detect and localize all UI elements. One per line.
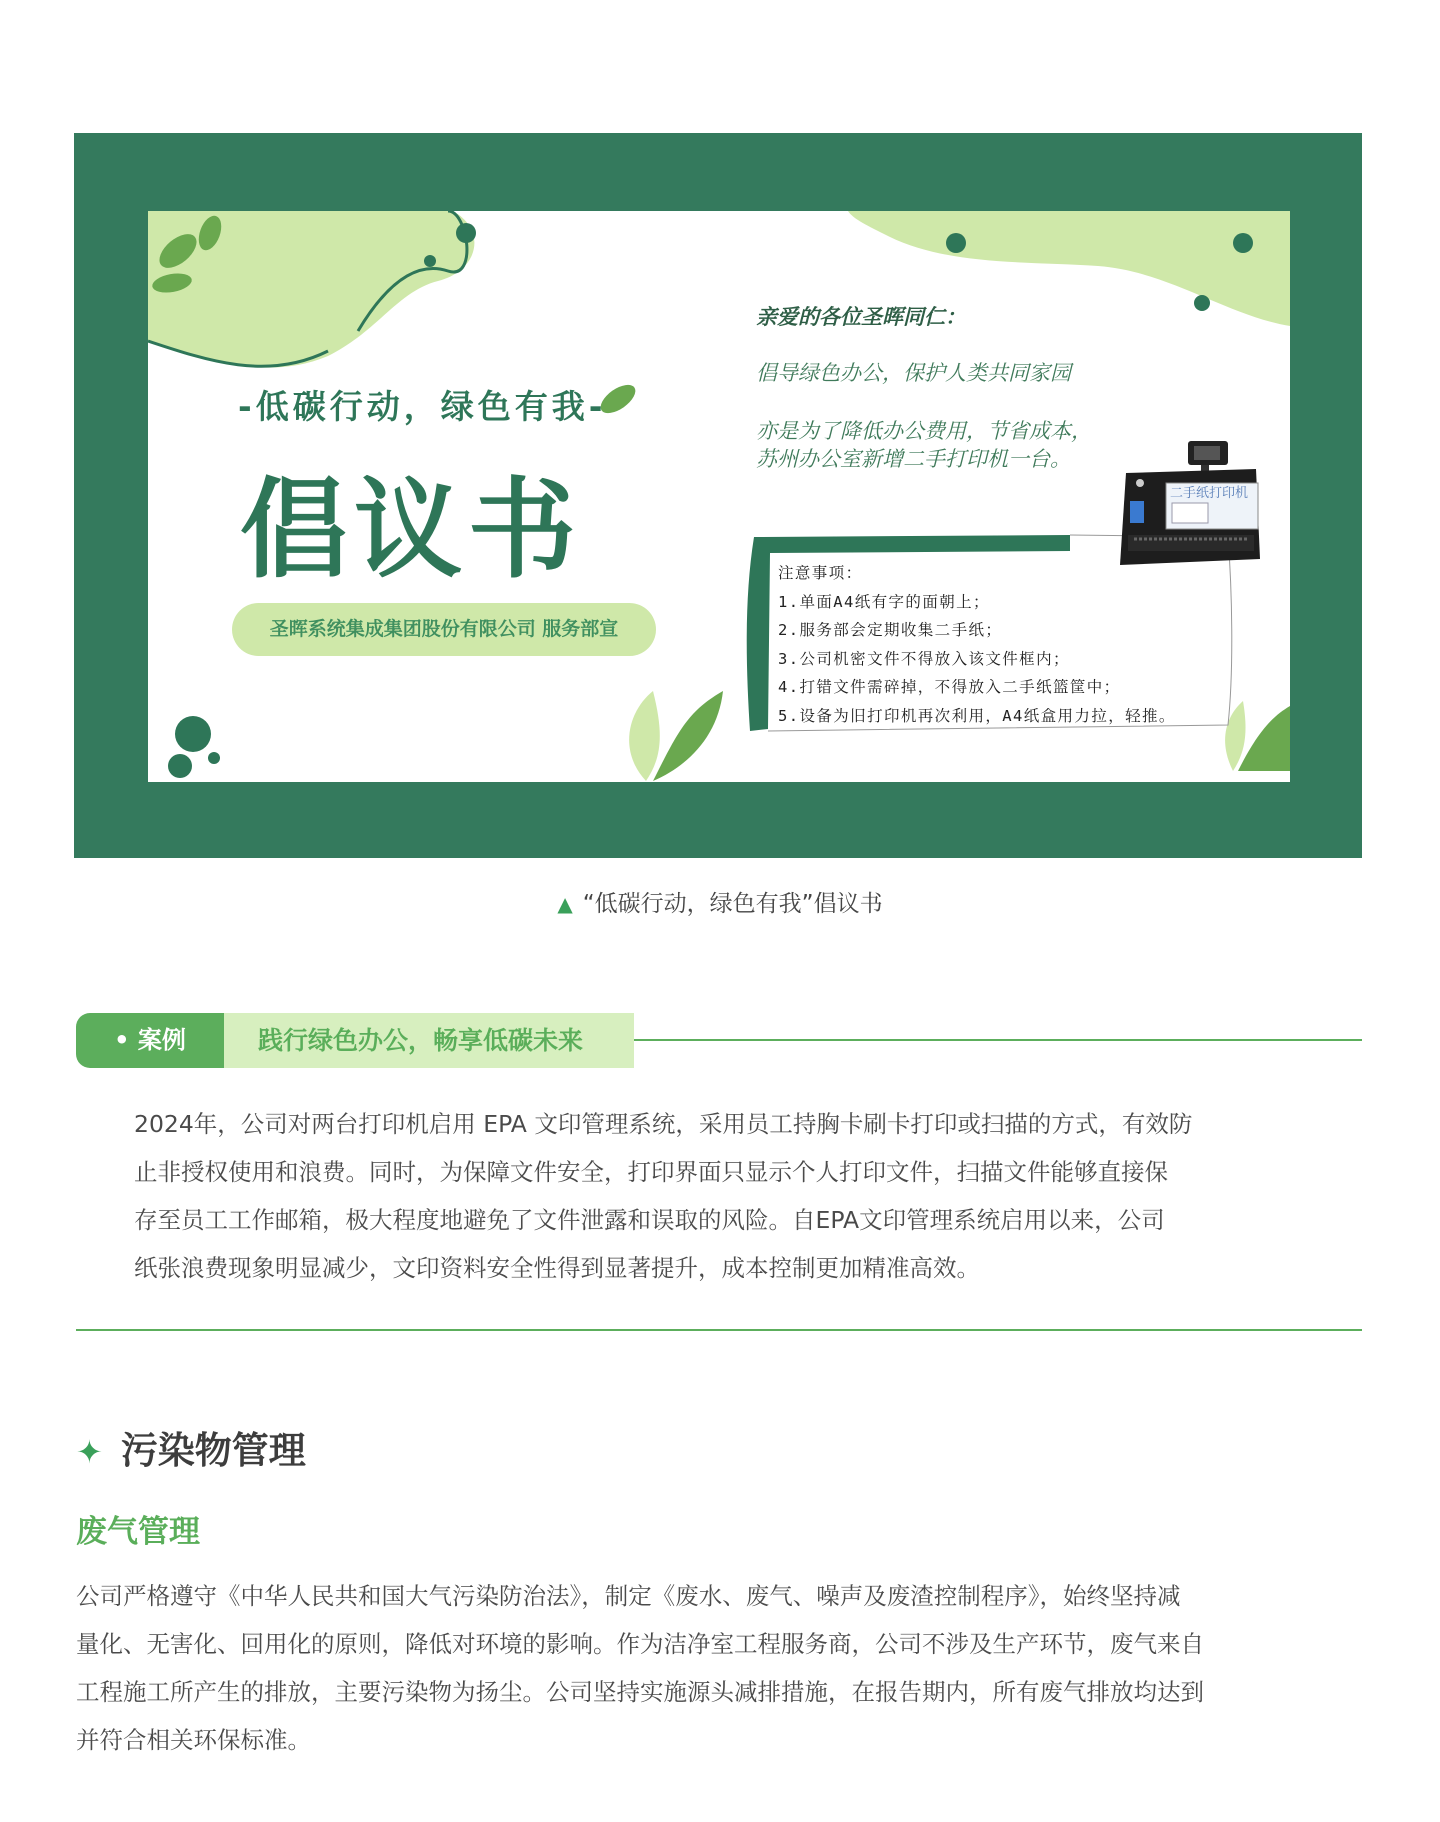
image-caption <box>0 885 1440 918</box>
section-title: 污染物管理 <box>120 1429 306 1472</box>
poster-line-3: 苏州办公室新增二手打印机一台。 <box>756 447 1071 471</box>
poster-line-1: 倡导绿色办公，保护人类共同家园 <box>756 361 1071 385</box>
poster-greeting: 亲爱的各位圣晖同仁： <box>756 305 966 329</box>
case-title: 践行绿色办公，畅享低碳未来 <box>224 1013 634 1068</box>
section-body <box>76 1572 1366 1764</box>
poster-line-2: 亦是为了降低办公费用，节省成本， <box>756 419 1092 443</box>
body-line: 并符合相关环保标准。 <box>76 1726 311 1754</box>
poster-title: 倡议书 <box>240 468 583 593</box>
poster-card <box>148 211 1290 782</box>
caption-text: “低碳行动，绿色有我”倡议书 <box>582 891 883 917</box>
printer-image <box>1106 439 1290 589</box>
notice-item: 2.服务部会定期收集二手纸； <box>778 621 1003 639</box>
case-line: 止非授权使用和浪费。同时，为保障文件安全，打印界面只显示个人打印文件，扫描文件能够直接保 <box>134 1158 1168 1186</box>
section-divider <box>76 1329 1362 1331</box>
four-point-star-icon: ✦ <box>76 1433 103 1471</box>
case-rule <box>634 1039 1362 1041</box>
notice-item: 1.单面A4纸有字的面朝上； <box>778 592 990 611</box>
case-body <box>134 1100 1330 1292</box>
triangle-up-icon: ▲ <box>557 892 573 916</box>
notice-title: 注意事项： <box>778 564 863 582</box>
case-line: 2024年，公司对两台打印机启用 EPA 文印管理系统，采用员工持胸卡刷卡打印或扫描的方式，有效防 <box>134 1110 1193 1138</box>
body-line: 公司严格遵守《中华人民共和国大气污染防治法》，制定《废水、废气、噪声及废渣控制程序》，始终坚持减 <box>76 1582 1181 1610</box>
case-tag: • 案例 <box>76 1013 224 1068</box>
notice-item: 3.公司机密文件不得放入该文件框内； <box>778 649 1070 668</box>
body-line: 量化、无害化、回用化的原则，降低对环境的影响。作为洁净室工程服务商，公司不涉及生产环节，废气来自 <box>76 1630 1204 1658</box>
printer-label: 二手纸打印机 <box>1170 486 1249 501</box>
case-banner <box>76 1013 1362 1068</box>
case-line: 纸张浪费现象明显减少，文印资料安全性得到显著提升，成本控制更加精准高效。 <box>134 1254 980 1282</box>
case-line: 存至员工工作邮箱，极大程度地避免了文件泄露和误取的风险。自EPA文印管理系统启用以来，公司 <box>134 1206 1165 1234</box>
section-heading <box>76 1420 306 1474</box>
poster-frame <box>74 133 1362 858</box>
subsection-heading: 废气管理 <box>76 1514 200 1550</box>
poster-slogan: -低碳行动，绿色有我- <box>238 387 607 426</box>
notice-item: 5.设备为旧打印机再次利用，A4纸盒用力拉，轻推。 <box>778 706 1176 725</box>
body-line: 工程施工所产生的排放，主要污染物为扬尘。公司坚持实施源头减排措施，在报告期内，所有废气排放均达到 <box>76 1678 1204 1706</box>
poster-company-pill: 圣晖系统集成集团股份有限公司 服务部宣 <box>232 603 656 656</box>
notice-item: 4.打错文件需碎掉，不得放入二手纸篮筐中； <box>778 678 1121 696</box>
